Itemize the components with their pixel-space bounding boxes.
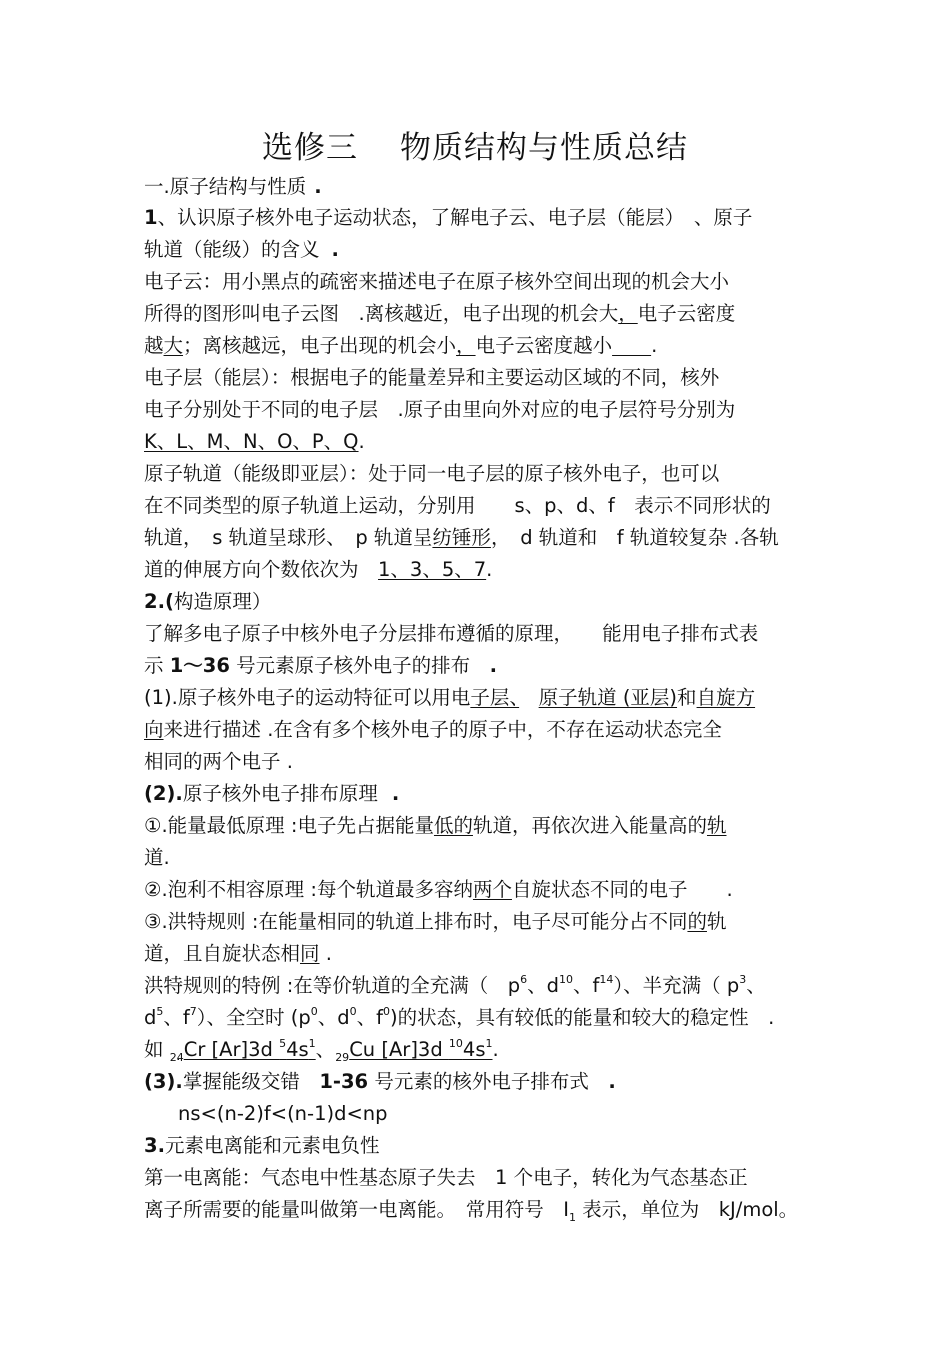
section-heading: 一.原子结构与性质 . bbox=[144, 175, 322, 198]
p1-line1: (1).原子核外电子的运动特征可以用电子层、 原子轨道 (亚层)和自旋方 bbox=[144, 686, 756, 709]
p2-heading: (2).原子核外电子排布原理 . bbox=[144, 782, 400, 805]
p3-heading: (3).掌握能级交错 1-36 号元素的核外电子排布式 . bbox=[144, 1070, 616, 1093]
electron-cloud-line3: 越大；离核越远，电子出现的机会小，电子云密度越小 . bbox=[144, 334, 658, 357]
shell-line1: 电子层（能层）：根据电子的能量差异和主要运动区域的不同，核外 bbox=[144, 366, 720, 389]
rule3-line2: 道，且自旋状态相同 . bbox=[144, 942, 332, 965]
item1-line1: 1、认识原子核外电子运动状态，了解电子云、电子层（能层） 、原子 bbox=[144, 206, 753, 229]
orbital-line3: 轨道， s 轨道呈球形、 p 轨道呈纺锤形， d 轨道和 f 轨道较复杂 .各轨 bbox=[144, 526, 779, 549]
electron-cloud-line1: 电子云：用小黑点的疏密来描述电子在原子核外空间出现的机会大小 bbox=[144, 270, 730, 293]
rule1-line1: ①.能量最低原理 :电子先占据能量低的轨道，再依次进入能量高的轨 bbox=[144, 814, 727, 837]
orbital-line2: 在不同类型的原子轨道上运动，分别用 s、p、d、f 表示不同形状的 bbox=[144, 494, 771, 517]
page-title: 选修三 物质结构与性质总结 bbox=[262, 130, 688, 166]
item3-heading: 3.元素电离能和元素电负性 bbox=[144, 1134, 380, 1157]
orbital-line4: 道的伸展方向个数依次为 1、3、5、7. bbox=[144, 558, 493, 581]
item2-line1: 了解多电子原子中核外电子分层排布遵循的原理， 能用电子排布式表 bbox=[144, 622, 759, 645]
special-line2: $d^5$、$f^7$）、全空时 ($p^0$、$d^0$、$f^0$)的状态，具有较低的能量和较大的稳定性 . bbox=[144, 1005, 775, 1029]
ionization-line1: 第一电离能：气态电中性基态原子失去 1 个电子，转化为气态基态正 bbox=[144, 1166, 748, 1189]
special-line1: 洪特规则的特例 :在等价轨道的全充满（ $p^6$、$d^{10}$、$f^{14}$）、半充满（ $p^3$、 bbox=[144, 973, 766, 997]
item1-line2: 轨道（能级）的含义 . bbox=[144, 238, 339, 261]
rule3-line1: ③.洪特规则 :在能量相同的轨道上排布时，电子尽可能分占不同的轨 bbox=[144, 910, 727, 933]
electron-cloud-line2: 所得的图形叫电子云图 .离核越近，电子出现的机会大，电子云密度 bbox=[144, 302, 736, 325]
ionization-line2: 离子所需要的能量叫做第一电离能。 常用符号 $I_1$ 表示，单位为 kJ/mol。 bbox=[144, 1198, 799, 1224]
item2-heading: 2.(构造原理） bbox=[144, 590, 272, 613]
p1-line2: 向来进行描述 .在含有多个核外电子的原子中，不存在运动状态完全 bbox=[144, 718, 722, 741]
rule1-line2: 道. bbox=[144, 846, 170, 869]
item2-line2: 示 1～36 号元素原子核外电子的排布 . bbox=[144, 654, 498, 677]
shell-line2: 电子分别处于不同的电子层 .原子由里向外对应的电子层符号分别为 bbox=[144, 398, 736, 421]
shell-line3: K、L、M、N、O、P、Q. bbox=[144, 430, 365, 453]
special-line3: 如 $_{24}$Cr [Ar]3d $^54s^1$、$_{29}$Cu [Ar]3d $^{10}4s^1$. bbox=[144, 1037, 499, 1064]
p1-line3: 相同的两个电子 . bbox=[144, 750, 293, 773]
energy-order-formula: ns<(n-2)f<(n-1)d<np bbox=[178, 1102, 388, 1125]
orbital-line1: 原子轨道（能级即亚层）：处于同一电子层的原子核外电子，也可以 bbox=[144, 462, 720, 485]
rule2-line: ②.泡利不相容原理 :每个轨道最多容纳两个自旋状态不同的电子 . bbox=[144, 878, 733, 901]
